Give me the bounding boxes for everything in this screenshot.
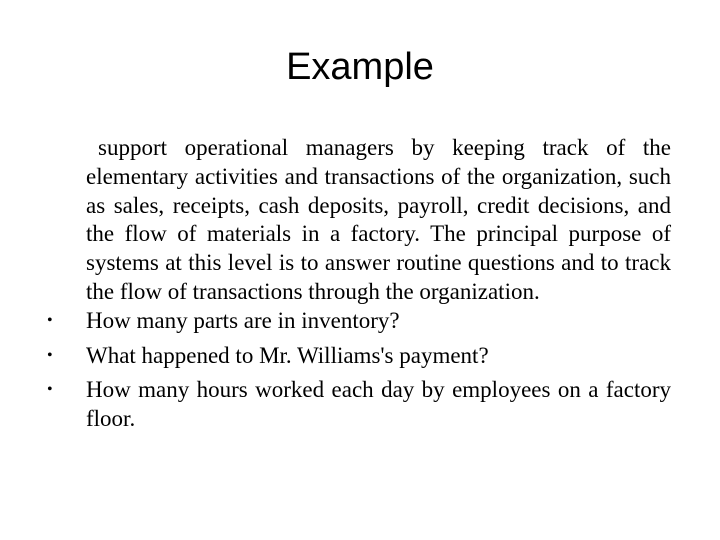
bullet-item-hours: [47, 376, 671, 434]
bullet-text: How many parts are in inventory?: [86, 307, 400, 333]
bullet-icon: •: [47, 381, 53, 399]
bullet-item-inventory: [47, 307, 671, 336]
slide-body: [47, 134, 671, 434]
bullet-list: [47, 307, 671, 434]
bullet-item-payment: [47, 342, 671, 371]
bullet-icon: •: [47, 346, 53, 364]
slide-title: Example: [286, 46, 434, 88]
bullet-text: How many hours worked each day by employees on a factory floor.: [86, 377, 671, 432]
bullet-text: What happened to Mr. Williams's payment?: [86, 342, 489, 368]
bullet-icon: •: [47, 311, 53, 329]
intro-paragraph: support operational managers by keeping track of the elementary activities and transactions of the organization, such as sales, receipts, cash deposits, payroll, credit decisions, and the flow of materials in a factory. The principal purpose of systems at this level is to answer routine questions and to track the flow of transactions through the organization.: [86, 135, 671, 304]
